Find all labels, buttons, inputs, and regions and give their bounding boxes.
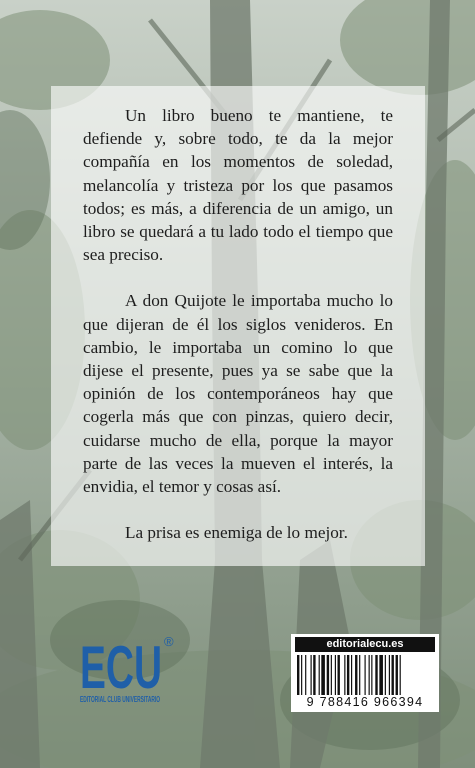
isbn-number: 9 788416 966394 [306,695,424,709]
paragraph-3: La prisa es enemiga de lo mejor. [125,523,348,543]
ecu-logo-subtitle: EDITORIAL CLUB UNIVERSITARIO [80,695,160,704]
paragraph-1: Un libro bueno te mantiene, te defiende y, sobre todo, te da la mejor compañía en los momentos de soledad, melancolía y tristeza por los que pasamos todos; es más, a diferencia de un amigo, un libro se quedará a tu lado todo el tiempo que sea preciso. [83,106,393,265]
paragraph-2: A don Quijote le importaba mucho lo que dijeran de él los siglos venideros. En cambio, le importaba un comino lo que dijese el presente, pues ya se sabe que la opinión de los contemporáneos hay que cogerla más que con pinzas, quiero decir, cuidarse mucho de ella, porque la mayor parte de las veces la mueven el interés, la envidia, el temor y cosas así. [83,291,393,497]
ecu-logo-text: ECU [80,634,162,701]
barcode-bars [295,655,435,695]
ecu-logo [80,630,180,710]
back-cover-text [83,104,393,544]
registered-mark: ® [164,634,174,649]
website-label: editorialecu.es [295,637,435,652]
barcode-block [291,634,439,712]
